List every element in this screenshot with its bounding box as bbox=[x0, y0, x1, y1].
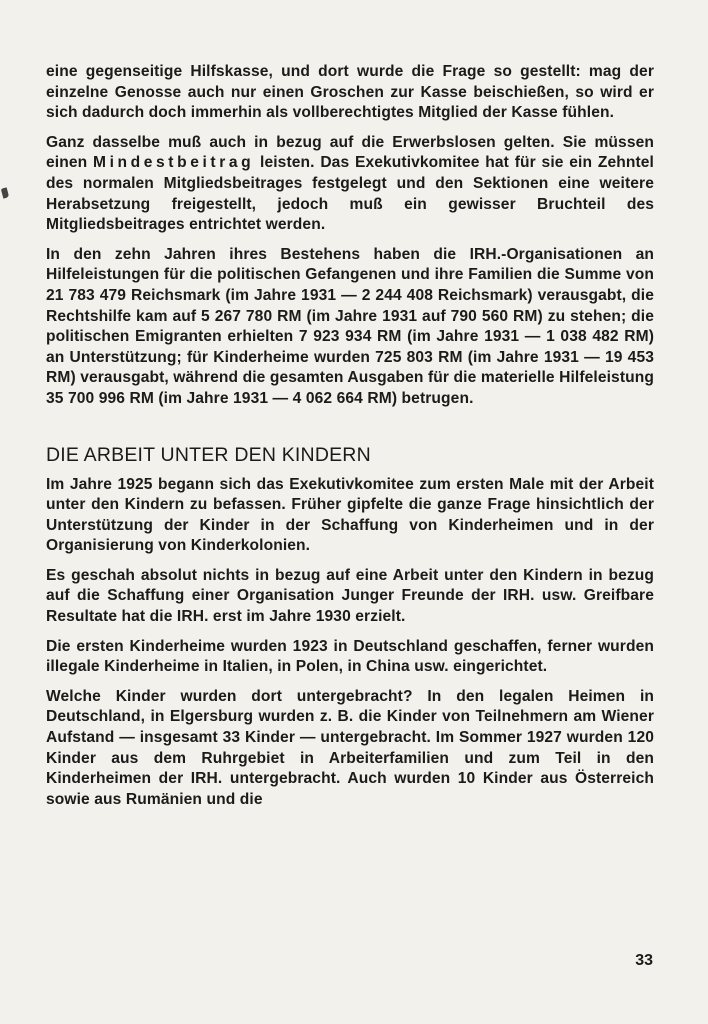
paragraph-welche-kinder: Welche Kinder wurden dort untergebracht? In den legalen Heimen in Deutschland, in Elgersburg wurden z. B. die Kinder von Teilnehmern am Wiener Aufstand — insgesamt 33 Kinder — untergebracht. Im Sommer 1927 wurden 120 Kinder aus dem Ruhrgebiet in Arbeiterfamilien und zum Teil in den Kinderheimen der IRH. untergebracht. Auch wurden 10 Kinder aus Österreich sowie aus Rumänien und die bbox=[46, 687, 654, 808]
paragraph-kinder-1925: Im Jahre 1925 begann sich das Exekutivkomitee zum ersten Male mit der Arbeit unter den Kindern zu befassen. Früher gipfelte die ganze Frage hinsichtlich der Unterstützung der Kinder in der Schaffung von Kinderheimen und in der Organisierung von Kinderkolonien. bbox=[46, 475, 654, 555]
section-heading: DIE ARBEIT UNTER DEN KINDERN bbox=[46, 443, 371, 466]
paragraph-erwerbslose-part1: Ganz dasselbe muß auch in bezug auf die Erwerbslosen gelten. Sie müssen einen bbox=[46, 133, 654, 172]
emphasis-mindestbeitrag: Mindestbeitrag bbox=[92, 154, 255, 172]
paragraph-erste-kinderheime: Die ersten Kinderheime wurden 1923 in Deutschland geschaffen, ferner wurden illegale Kinderheime in Italien, in Polen, in China usw. eingerichtet. bbox=[46, 637, 654, 676]
paragraph-hilfeleistungen: In den zehn Jahren ihres Bestehens haben die IRH.-Organisationen an Hilfeleistungen für die politischen Gefangenen und ihre Familien die Summe von 21 783 479 Reichsmark (im Jahre 1931 — 2 244 408 Reichsmark) verausgabt, die Rechtshilfe kam auf 5 267 780 RM (im Jahre 1931 auf 790 560 RM) zu stehen; die politischen Emigranten erhielten 7 923 934 RM (im Jahre 1931 — 1 038 482 RM) an Unterstützung; für Kinderheime wurden 725 803 RM (im Jahre 1931 — 19 453 RM) verausgabt, während die gesamten Ausgaben für die materielle Hilfeleistung 35 700 996 RM (im Jahre 1931 — 4 062 664 RM) betrugen. bbox=[46, 245, 654, 407]
text-column bbox=[46, 62, 654, 810]
paragraph-erwerbslose-part2: leisten. Das Exekutivkomitee hat für sie ein Zehntel des normalen Mitgliedsbeitrages festgelegt und den Sektionen eine weitere Herabsetzung freigestellt, jedoch muß ein gewisser Bruchteil des Mitgliedsbeitrages entrichtet werden. bbox=[46, 154, 654, 234]
page-number: 33 bbox=[635, 952, 653, 969]
margin-ink-mark bbox=[1, 187, 9, 198]
paragraph-hilfskasse: eine gegenseitige Hilfskasse, und dort wurde die Frage so gestellt: mag der einzelne Genosse auch nur einen Groschen zur Kasse beischießen, so wird er sich dadurch doch immerhin als vollberechtigtes Mitglied der Kasse fühlen. bbox=[46, 63, 654, 122]
paragraph-erwerbslose bbox=[46, 133, 654, 236]
paragraph-junge-freunde: Es geschah absolut nichts in bezug auf eine Arbeit unter den Kindern in bezug auf die Schaffung einer Organisation Junger Freunde der IRH. usw. Greifbare Resultate hat die IRH. erst im Jahre 1930 erzielt. bbox=[46, 566, 654, 626]
